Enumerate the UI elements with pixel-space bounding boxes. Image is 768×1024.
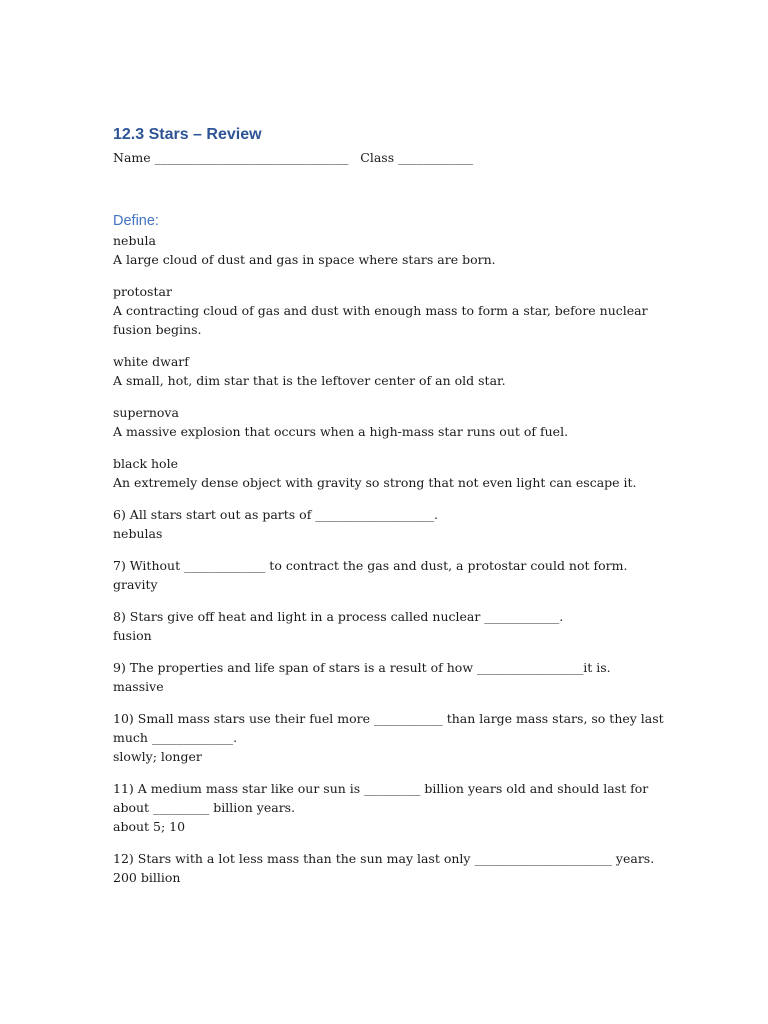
definition-term: supernova <box>113 405 179 420</box>
definition-item <box>113 454 673 492</box>
question-text: 9) The properties and life span of stars is a result of how _________________it is. <box>113 660 611 675</box>
definition-term: white dwarf <box>113 354 189 369</box>
worksheet-page <box>113 124 673 900</box>
answer-text: slowly; longer <box>113 749 202 764</box>
question-item <box>113 849 673 887</box>
question-text: 10) Small mass stars use their fuel more ___________ than large mass stars, so they last much _____________. <box>113 711 664 745</box>
definition-item <box>113 352 673 390</box>
definition-item <box>113 282 673 339</box>
answer-text: nebulas <box>113 526 163 541</box>
definition-text: A small, hot, dim star that is the leftover center of an old star. <box>113 373 506 388</box>
question-text: 11) A medium mass star like our sun is _________ billion years old and should last for about _________ billion years. <box>113 781 649 815</box>
page-title: 12.3 Stars – Review <box>113 126 262 143</box>
answer-text: massive <box>113 679 164 694</box>
definition-term: nebula <box>113 233 156 248</box>
questions-list <box>113 505 673 887</box>
definition-text: A massive explosion that occurs when a high-mass star runs out of fuel. <box>113 424 569 439</box>
definition-term: protostar <box>113 284 172 299</box>
answer-text: about 5; 10 <box>113 819 186 834</box>
define-heading: Define: <box>113 213 159 229</box>
question-text: 12) Stars with a lot less mass than the sun may last only ______________________ years. <box>113 851 655 866</box>
question-item <box>113 607 673 645</box>
question-text: 6) All stars start out as parts of ___________________. <box>113 507 439 522</box>
answer-text: fusion <box>113 628 152 643</box>
definition-item <box>113 231 673 269</box>
question-item <box>113 505 673 543</box>
definition-text: An extremely dense object with gravity so strong that not even light can escape it. <box>113 475 637 490</box>
question-text: 8) Stars give off heat and light in a process called nuclear ____________. <box>113 609 564 624</box>
question-item <box>113 556 673 594</box>
definition-item <box>113 403 673 441</box>
question-item <box>113 709 673 766</box>
answer-text: 200 billion <box>113 870 181 885</box>
question-item <box>113 779 673 836</box>
definitions-list <box>113 231 673 492</box>
definition-term: black hole <box>113 456 178 471</box>
answer-text: gravity <box>113 577 158 592</box>
question-text: 7) Without _____________ to contract the gas and dust, a protostar could not form. <box>113 558 628 573</box>
definition-text: A large cloud of dust and gas in space where stars are born. <box>113 252 496 267</box>
definition-text: A contracting cloud of gas and dust with enough mass to form a star, before nuclear fusion begins. <box>113 303 648 337</box>
question-item <box>113 658 673 696</box>
name-class-line: Name _______________________________ Class ____________ <box>113 150 474 165</box>
